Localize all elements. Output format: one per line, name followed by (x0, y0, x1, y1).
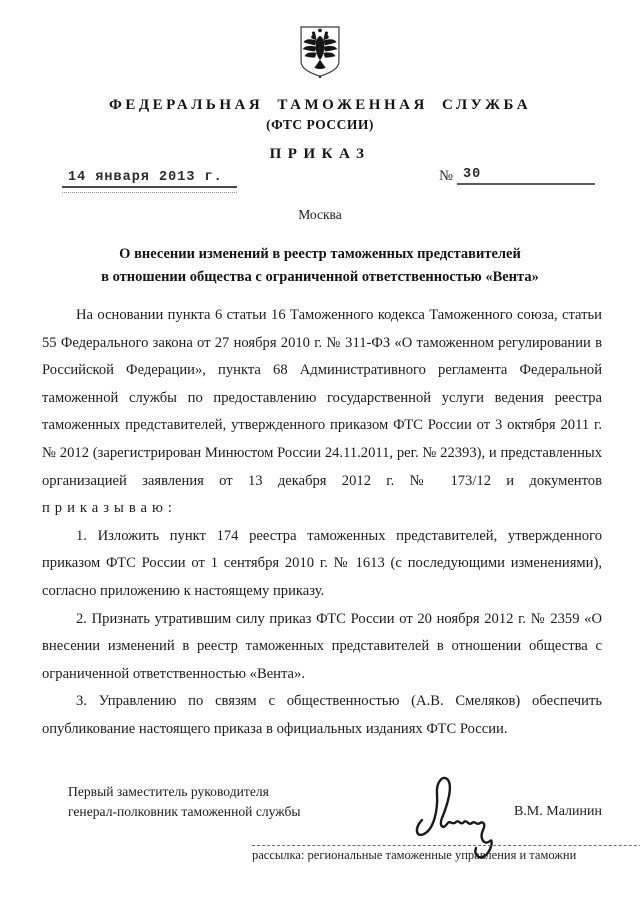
order-word: приказываю: (42, 500, 177, 517)
order-date: 14 января 2013 г. (62, 170, 237, 188)
preamble-text: На основании пункта 6 статьи 16 Таможенного кодекса Таможенного союза, статьи 55 Федерального закона от 27 ноября 2010 г. № 311-ФЗ «О таможенном регулировании в Российской Федерации», пункта 68 Административного регламента Федеральной таможенной службы по предоставлению государственной услуги ведения реестра таможенных представителей, утвержденного приказом ФТС России от 3 октября 2011 г. № 2012 (зарегистрирован Минюстом России 24.11.2011, рег. № 22393), и представленных организацией заявления от 13 декабря 2012 г. № 173/12 и документов (42, 307, 602, 489)
number-sign: № (439, 168, 453, 184)
order-title-line1: О внесении изменений в реестр таможенных представителей (119, 246, 521, 262)
document-type-heading: ПРИКАЗ (269, 146, 371, 162)
emblem-container (0, 0, 640, 85)
date-number-row (62, 167, 595, 193)
order-item-3: 3. Управлению по связям с общественностью (А.В. Смеляков) обеспечить опубликование настоящего приказа в официальных изданиях ФТС России. (42, 693, 602, 737)
order-item-2: 2. Признать утратившим силу приказ ФТС России от 20 ноября 2012 г. № 2359 «О внесении изменений в реестр таможенных представителей в отношении общества с ограниченной ответственностью «Вента». (42, 610, 602, 682)
signer-position-line1: Первый заместитель руководителя (68, 783, 269, 799)
distribution-note: рассылка: региональные таможенные управления и таможни (252, 845, 640, 863)
order-title-line2: в отношении общества с ограниченной ответственностью «Вента» (101, 269, 539, 285)
order-number: 30 (457, 167, 595, 185)
organization-name: ФЕДЕРАЛЬНАЯ ТАМОЖЕННАЯ СЛУЖБА (108, 97, 532, 113)
organization-abbreviation: (ФТС РОССИИ) (266, 117, 374, 132)
order-title (0, 243, 640, 289)
issue-city: Москва (298, 207, 342, 222)
coat-of-arms-icon (297, 24, 343, 85)
signer-position (68, 782, 301, 822)
signer-name: В.М. Малинин (513, 803, 602, 819)
preamble-paragraph (42, 302, 602, 523)
order-body (42, 302, 602, 744)
signer-position-line2: генерал-полковник таможенной службы (68, 803, 301, 819)
date-dotted-line (62, 189, 237, 193)
number-block (439, 167, 595, 185)
order-item-1: 1. Изложить пункт 174 реестра таможенных представителей, утвержденного приказом ФТС России от 1 сентября 2010 г. № 1613 (с последующими изменениями), согласно приложению к настоящему приказу. (42, 527, 602, 599)
date-block (62, 167, 237, 193)
